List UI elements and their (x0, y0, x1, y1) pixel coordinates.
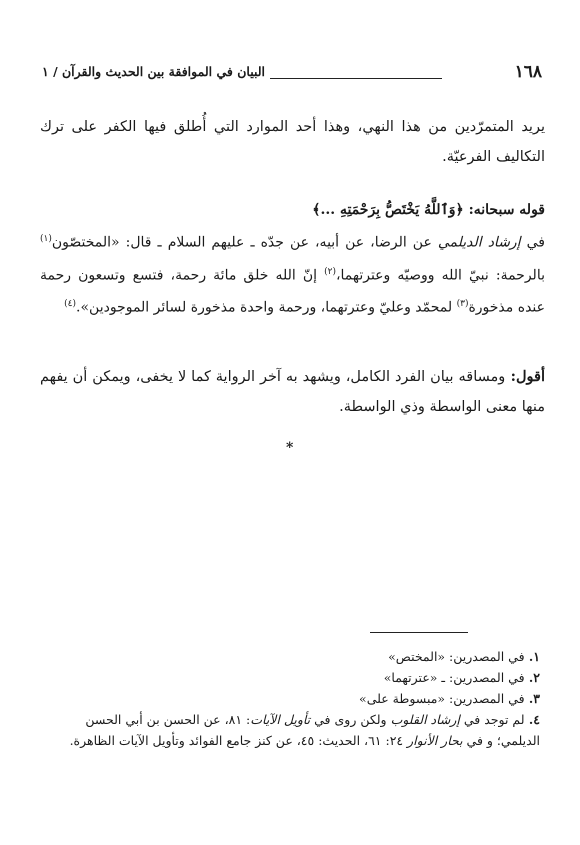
hadith-part-3: إنّ الله خلق مائة رحمة، فتسع وتسعون رحمة عنده مذخورة (40, 267, 545, 316)
section-separator: * (286, 440, 294, 456)
hadith-source: إرشاد الديلمي (437, 234, 521, 251)
section-commentary (40, 196, 545, 323)
footnote-text: لم توجد في (459, 712, 525, 727)
footnote-text: في المصدرين: «المختص» (388, 649, 525, 664)
book-title: تأويل الآيات (250, 712, 311, 727)
footnote-1 (40, 646, 540, 667)
author-comment (40, 362, 545, 422)
footnote-3 (40, 688, 540, 709)
footnote-text: ٢٤: ٦١، الحديث: ٤٥، عن كنز جامع الفوائد وتأويل الآيات الظاهرة. (69, 733, 408, 748)
footnote-ref-2[interactable]: (٢) (324, 266, 336, 277)
verse-heading-lead: قوله سبحانه: (463, 202, 545, 218)
paragraph-1: يريد المتمرّدين من هذا النهي، وهذا أحد الموارد التي أُطلق فيها الكفر على ترك التكاليف الفرعيّة. (40, 119, 545, 165)
footnotes (40, 646, 540, 751)
footnote-number: ١. (524, 649, 540, 664)
quran-verse: ﴿وَٱللَّهُ يَخْتَصُّ بِرَحْمَتِهِ ...﴾ (312, 202, 464, 218)
hadith-intro-1: في (520, 234, 545, 251)
footnote-rule (370, 632, 468, 633)
footnote-4 (40, 709, 540, 751)
comment-label: أقول: (505, 368, 545, 385)
page-header (42, 62, 542, 86)
footnote-number: ٣. (524, 691, 540, 706)
book-title: إرشاد القلوب (390, 712, 460, 727)
footnote-text: في المصدرين: ـ «عترتهما» (383, 670, 525, 685)
footnote-ref-1[interactable]: (١) (40, 234, 52, 244)
hadith-part-2: بالرحمة: نبيّ الله ووصيّه وعترتهما، (336, 267, 545, 284)
footnote-number: ٤. (524, 712, 540, 727)
footnote-2 (40, 667, 540, 688)
running-title: البيان في الموافقة بين الحديث والقرآن / ١ (42, 64, 266, 79)
book-title: بحار الأنوار (407, 733, 463, 748)
page-number: ١٦٨ (514, 62, 542, 82)
footnote-text: : ٨١، عن الحسن بن أبي الحسن الديلمي؛ و في (85, 712, 540, 748)
footnote-ref-4[interactable]: (٤) (64, 299, 77, 310)
footnote-text: في المصدرين: «مبسوطة على» (359, 691, 525, 706)
footnote-text: ولكن روى في (310, 712, 391, 727)
comment-text: ومساقه بيان الفرد الكامل، ويشهد به آخر الرواية كما لا يخفى، ويمكن أن يفهم منها معنى الواسطة وذي الواسطة. (40, 369, 545, 415)
hadith-intro-2: عن الرضا، عن أبيه، عن جدّه ـ عليهم السلام ـ قال: «المختصّون (51, 234, 438, 251)
footnote-number: ٢. (524, 670, 540, 685)
header-rule (270, 78, 442, 79)
footnote-ref-3[interactable]: (٣) (456, 299, 469, 310)
hadith-part-4: لمحمّد وعليّ وعترتهما، ورحمة واحدة مذخورة لسائر الموجودين». (76, 299, 457, 316)
